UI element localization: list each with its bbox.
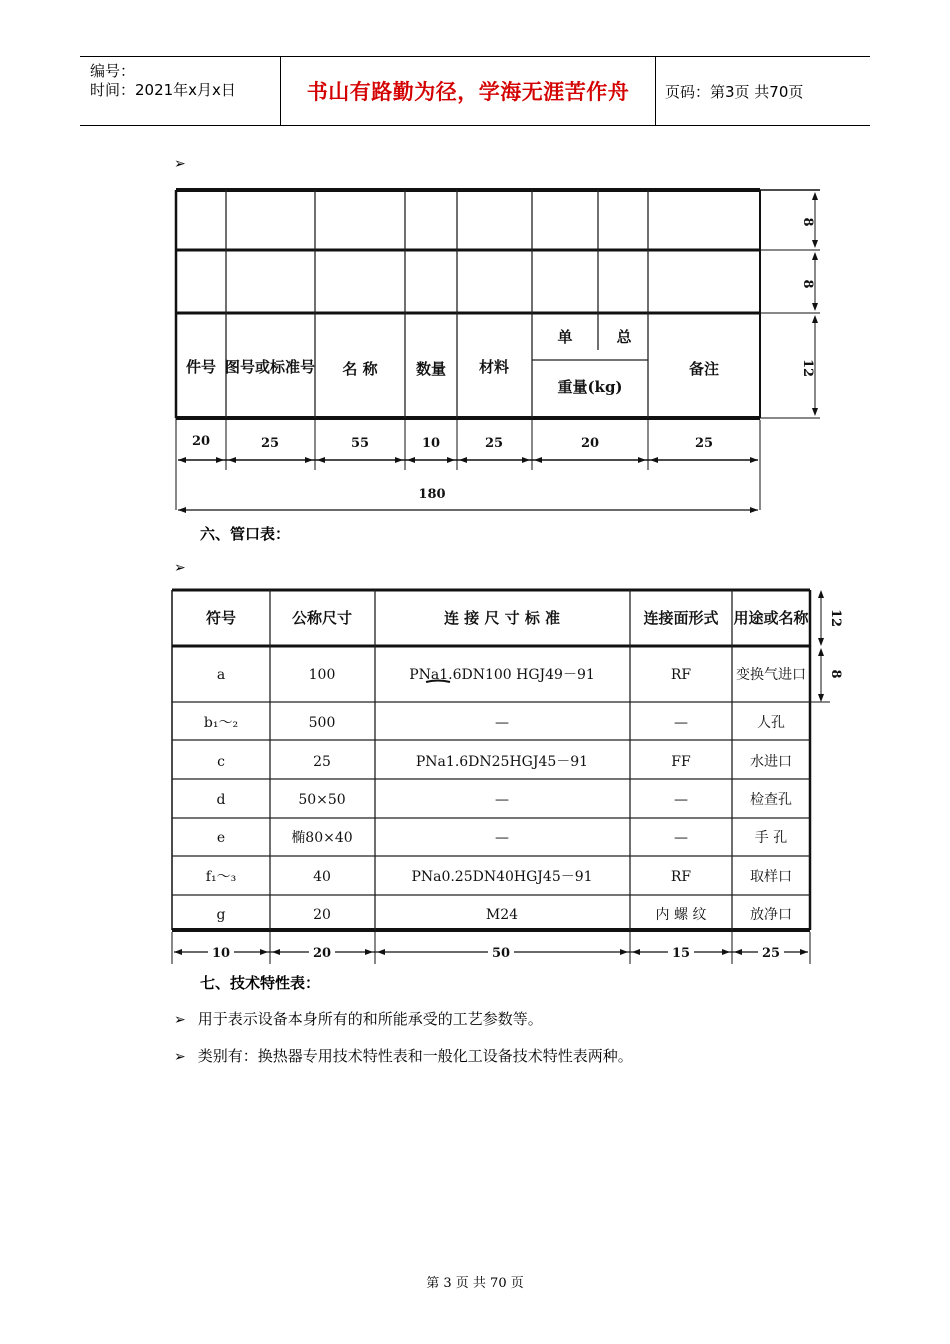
height-dim-8: 8 <box>828 669 843 679</box>
cell-standard: M24 <box>485 907 519 923</box>
width-dim-20: 20 <box>312 946 332 961</box>
cell-standard: PNa1.6DN25HGJ45－91 <box>415 754 589 770</box>
header-meta <box>80 57 280 125</box>
section-7-heading: 七、技术特性表： <box>200 974 321 992</box>
bullet-text: 用于表示设备本身所有的和所能承受的工艺参数等。 <box>197 1010 543 1028</box>
cell-size: 20 <box>313 907 331 923</box>
cell-purpose: 人孔 <box>757 715 785 731</box>
width-dim-5: 25 <box>484 436 504 451</box>
cell-symbol: f₁～₃ <box>205 869 237 885</box>
table-row <box>217 753 792 770</box>
width-dim-4: 10 <box>421 436 441 451</box>
header-page-cell <box>655 57 870 125</box>
hdr-item-no: 件号 <box>185 358 217 376</box>
number-label: 编号： <box>90 62 136 80</box>
cell-symbol: d <box>216 792 226 808</box>
col-symbol: 符号 <box>205 609 237 627</box>
cell-purpose: 变换气进口 <box>736 667 806 683</box>
height-dim-12: 12 <box>828 608 843 628</box>
cell-size: 500 <box>308 715 336 731</box>
cell-standard: PNa0.25DN40HGJ45－91 <box>411 869 593 885</box>
title-block-drawing <box>170 180 835 520</box>
header-motto-cell <box>280 57 656 125</box>
cell-size: 25 <box>313 754 331 770</box>
hdr-drawing-no: 图号或标准号 <box>224 358 316 376</box>
height-dim-2: 8 <box>800 279 815 289</box>
width-dim-25: 25 <box>761 946 781 961</box>
bullet-arrow-icon: ➢ <box>174 1049 186 1065</box>
page-footer: 第 3 页 共 70 页 <box>426 1276 524 1291</box>
cell-face: RF <box>670 667 692 683</box>
cell-face: — <box>674 830 688 846</box>
col-connection-standard: 连 接 尺 寸 标 准 <box>443 609 561 627</box>
hdr-material: 材料 <box>478 358 510 376</box>
col-nominal-size: 公称尺寸 <box>291 609 353 627</box>
width-dim-3: 55 <box>350 436 370 451</box>
col-purpose: 用途或名称 <box>733 609 809 627</box>
cell-purpose: 取样口 <box>750 869 792 885</box>
cell-face: — <box>674 792 688 808</box>
cell-face: 内 螺 纹 <box>655 907 707 923</box>
bullet-arrow-icon: ➢ <box>174 1012 186 1028</box>
hdr-qty: 数量 <box>415 360 447 378</box>
width-dim-2: 25 <box>260 436 280 451</box>
cell-standard: — <box>495 792 509 808</box>
table-row <box>217 906 792 923</box>
cell-standard: — <box>495 715 509 731</box>
cell-symbol: c <box>217 754 225 770</box>
cell-standard: — <box>495 830 509 846</box>
cell-symbol: g <box>216 907 226 923</box>
cell-size: 100 <box>308 667 336 683</box>
hdr-single: 单 <box>557 328 573 346</box>
cell-size: 椭80×40 <box>291 830 353 846</box>
cell-purpose: 水进口 <box>750 754 792 770</box>
hdr-remark: 备注 <box>688 360 720 378</box>
width-dim-1: 20 <box>191 434 211 449</box>
width-dim-7: 25 <box>694 436 714 451</box>
bullet-text: 类别有：换热器专用技术特性表和一般化工设备技术特性表两种。 <box>197 1047 633 1065</box>
time-label: 时间：2021年x月x日 <box>90 81 236 99</box>
width-dim-15: 15 <box>671 946 691 961</box>
width-dim-50: 50 <box>491 946 511 961</box>
nozzle-table-drawing <box>168 578 843 970</box>
cell-purpose: 检查孔 <box>750 792 792 808</box>
bullet-marker-1: ➢ <box>174 156 186 172</box>
hdr-name: 名 称 <box>342 360 378 378</box>
cell-symbol: e <box>216 830 226 846</box>
hdr-total: 总 <box>616 328 632 346</box>
section-6-heading: 六、管口表： <box>200 525 291 543</box>
cell-face: — <box>674 715 688 731</box>
cell-standard: PNa1.6DN100 HGJ49－91 <box>409 667 595 683</box>
page-label: 页码：第3页 共70页 <box>665 82 804 101</box>
page-header <box>80 56 870 126</box>
cell-purpose: 放净口 <box>750 907 792 923</box>
bullet-item <box>174 1045 633 1066</box>
cell-purpose: 手 孔 <box>754 830 788 846</box>
motto: 书山有路勤为径，学海无涯苦作舟 <box>306 80 630 104</box>
cell-face: FF <box>671 754 691 770</box>
bullet-marker-2: ➢ <box>174 560 186 576</box>
cell-symbol: a <box>216 667 226 683</box>
col-face-type: 连接面形式 <box>643 609 719 627</box>
cell-face: RF <box>670 869 692 885</box>
total-width-dim: 180 <box>418 487 446 502</box>
width-dim-6: 20 <box>580 436 600 451</box>
table-row <box>217 666 806 683</box>
bullet-item <box>174 1008 543 1029</box>
cell-size: 50×50 <box>298 792 346 808</box>
width-dim-10: 10 <box>211 946 231 961</box>
hdr-weight: 重量(kg) <box>557 378 623 396</box>
cell-size: 40 <box>313 869 331 885</box>
table-row <box>206 868 792 885</box>
table-row <box>217 829 787 846</box>
height-dim-1: 8 <box>800 217 815 227</box>
height-dim-3: 12 <box>800 358 815 378</box>
cell-symbol: b₁～₂ <box>203 715 239 731</box>
table-row <box>217 791 792 808</box>
table-row <box>204 714 785 731</box>
